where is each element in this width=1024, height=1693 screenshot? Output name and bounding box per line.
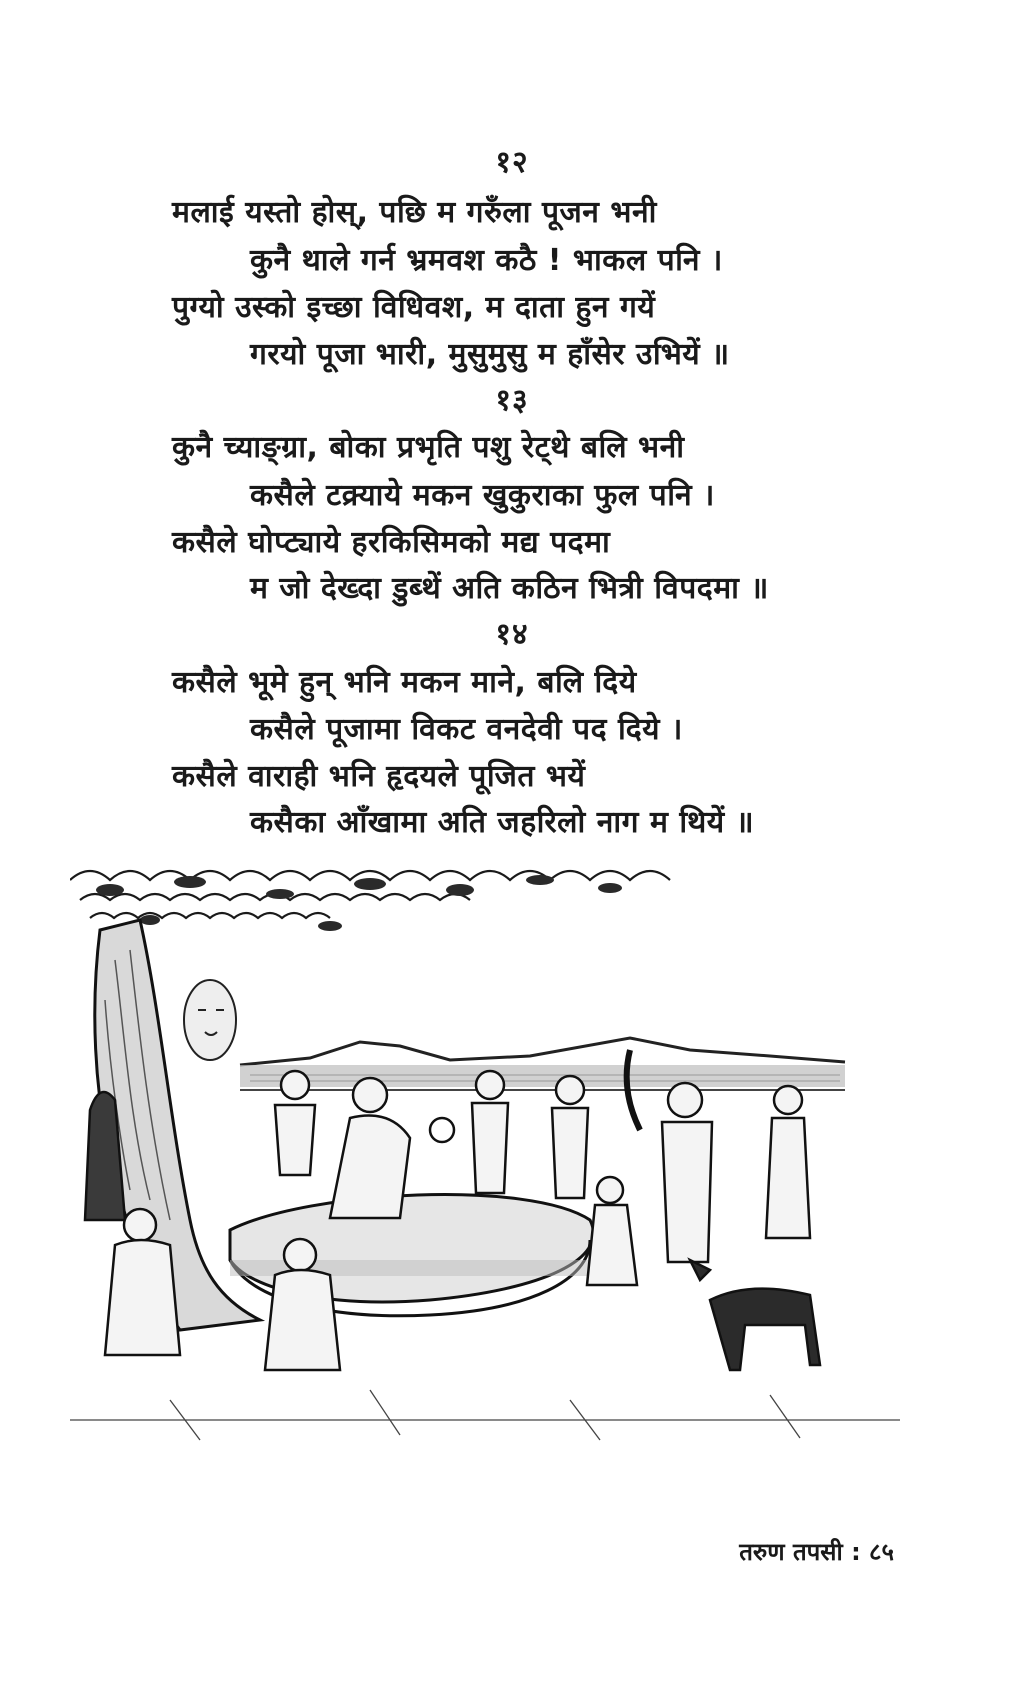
verse-line: गरयो पूजा भारी, मुसुमुसु म हाँसेर उभियें ॥: [250, 337, 730, 372]
stanza-number-12: १२: [495, 145, 529, 180]
verse-line: कसैले भूमे हुन् भनि मकन माने, बलि दिये: [172, 665, 637, 700]
verse-line: कसैले घोप्ट्याये हरकिसिमको मद्य पदमा: [172, 525, 611, 560]
stanza-number-14: १४: [495, 617, 529, 652]
book-title: तरुण तपसी: [739, 1538, 843, 1566]
worship-scene-illustration: [70, 860, 900, 1450]
verse-line: कसैले टक्र्याये मकन खुकुराका फुल पनि ।: [250, 478, 715, 513]
verse-line: कसैले पूजामा विकट वनदेवी पद दिये ।: [250, 712, 683, 747]
verse-line: मलाई यस्तो होस्, पछि म गरुँला पूजन भनी: [172, 195, 657, 230]
footer-separator: :: [851, 1538, 861, 1566]
verse-line: कुनै थाले गर्न भ्रमवश कठै ! भाकल पनि ।: [250, 243, 723, 278]
page-number: ८५: [869, 1538, 894, 1566]
stanza-number-13: १३: [495, 383, 529, 418]
verse-line: म जो देख्दा डुब्थें अति कठिन भित्री विपदमा ॥: [250, 571, 769, 606]
verse-line: कसैका आँखामा अति जहरिलो नाग म थियें ॥: [250, 805, 755, 840]
page-footer: [739, 1535, 894, 1568]
verse-line: कसैले वाराही भनि हृदयले पूजित भयें: [172, 759, 586, 794]
verse-line: पुग्यो उस्को इच्छा विधिवश, म दाता हुन गयें: [172, 290, 656, 325]
verse-line: कुनै च्याङ्ग्रा, बोका प्रभृति पशु रेट्थे बलि भनी: [172, 430, 685, 465]
